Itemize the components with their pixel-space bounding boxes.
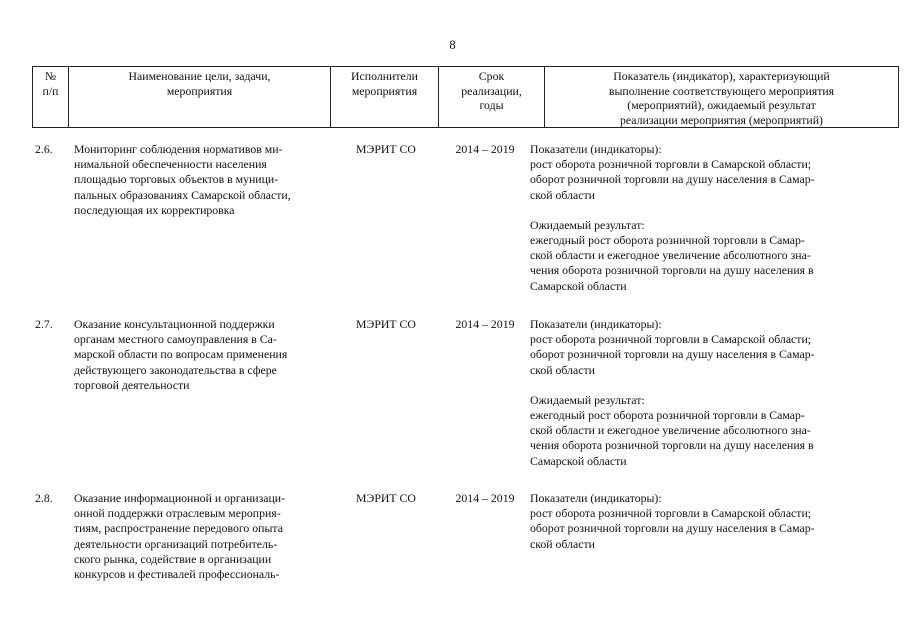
header-col-number: № п/п xyxy=(33,67,69,128)
row-name: Оказание консультационной поддержки органам местного самоуправления в Са- марской области по вопросам применения действующего законодательства в сфере торговой деятельности xyxy=(74,317,288,392)
row-number: 2.7. xyxy=(35,317,53,331)
row-number: 2.8. xyxy=(35,491,53,505)
row-term: 2014 – 2019 xyxy=(455,317,515,331)
row-term: 2014 – 2019 xyxy=(455,142,515,156)
row-executor: МЭРИТ СО xyxy=(356,142,416,156)
row-name: Оказание информационной и организаци- онной поддержки отраслевым мероприя- тиям, распространение передового опыта деятельности организаций потребитель- ского рынка, содействие в организации конкурсов и фестивалей профессиональ- xyxy=(74,491,286,582)
row-indicators: Показатели (индикаторы): рост оборота розничной торговли в Самарской области; оборот розничной торговли на душу населения в Самар- ской области xyxy=(530,491,815,551)
header-col-name: Наименование цели, задачи, мероприятия xyxy=(69,67,331,128)
row-executor: МЭРИТ СО xyxy=(356,491,416,505)
header-col-executor: Исполнители мероприятия xyxy=(331,67,439,128)
page-number: 8 xyxy=(449,38,456,52)
row-indicators: Показатели (индикаторы): рост оборота розничной торговли в Самарской области; оборот розничной торговли на душу населения в Самар- ской области Ожидаемый результат: ежегодный рост оборота розничной торговли в Самар- ской области и ежегодное увеличение абсолютного зна- чения оборота розничной торговли на душу населения в Самарской области xyxy=(530,142,815,293)
header-col-term: Срок реализации, годы xyxy=(439,67,545,128)
row-number: 2.6. xyxy=(35,142,53,156)
row-name: Мониторинг соблюдения нормативов ми- нимальной обеспеченности населения площадью торговых объектов в муници- пальных образованиях Самарской области, последующая их корректировка xyxy=(74,142,291,217)
row-executor: МЭРИТ СО xyxy=(356,317,416,331)
table-header xyxy=(32,66,899,128)
row-indicators: Показатели (индикаторы): рост оборота розничной торговли в Самарской области; оборот розничной торговли на душу населения в Самар- ской области Ожидаемый результат: ежегодный рост оборота розничной торговли в Самар- ской области и ежегодное увеличение абсолютного зна- чения оборота розничной торговли на душу населения в Самарской области xyxy=(530,317,815,468)
header-col-indicator: Показатель (индикатор), характеризующий выполнение соответствующего мероприятия (мероприятий), ожидаемый результат реализации мероприятия (мероприятий) xyxy=(545,67,899,128)
row-term: 2014 – 2019 xyxy=(455,491,515,505)
